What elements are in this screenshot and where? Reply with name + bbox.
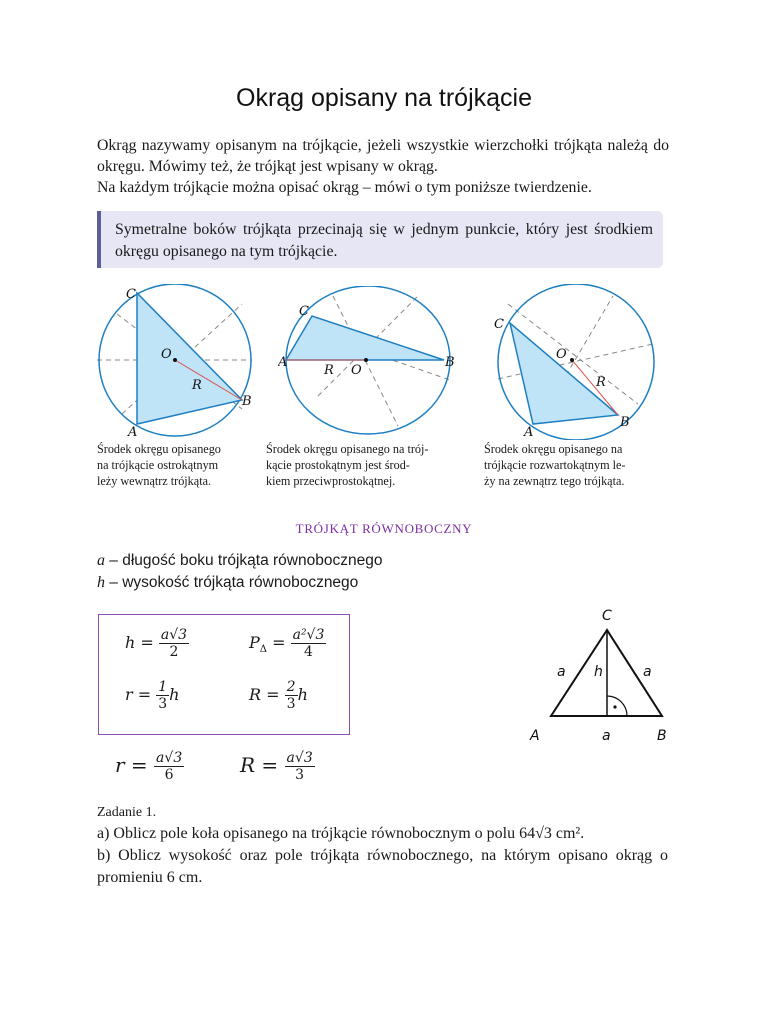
formula-equals: = bbox=[267, 633, 286, 652]
fig3-label-b: B bbox=[620, 415, 630, 430]
formula-lhs: r = bbox=[115, 753, 148, 777]
fig1-label-o: O bbox=[161, 347, 172, 362]
fig2-label-a: A bbox=[278, 355, 288, 370]
formula-denominator: 3 bbox=[295, 767, 305, 783]
formula-numerator: a√3 bbox=[156, 750, 183, 766]
formula-numerator: a²√3 bbox=[292, 627, 325, 643]
caption-line: trójkącie rozwartokątnym le- bbox=[484, 458, 626, 472]
formula-lhs: h = bbox=[125, 633, 154, 652]
formula-r-simplified bbox=[115, 750, 184, 783]
definition-a bbox=[97, 552, 382, 570]
formula-numerator: a√3 bbox=[160, 627, 188, 643]
formula-lhs: R = bbox=[240, 753, 279, 777]
equilateral-label-c: C bbox=[602, 608, 612, 624]
formula-denominator: 3 bbox=[286, 696, 296, 712]
fig3-label-r: R bbox=[596, 375, 606, 390]
formula-h bbox=[125, 627, 189, 660]
fig3-label-o: O bbox=[556, 347, 567, 362]
section-heading: TRÓJKĄT RÓWNOBOCZNY bbox=[295, 521, 473, 536]
equilateral-side-right: a bbox=[643, 664, 652, 680]
theorem-box: Symetralne boków trójkąta przecinają się w jednym punkcie, który jest środkiem okręgu opisanego na tym trójkącie. bbox=[97, 211, 663, 268]
fig2-label-o: O bbox=[351, 363, 362, 378]
task-a: a) Oblicz pole koła opisanego na trójkącie równobocznym o polu 64√3 cm². bbox=[97, 825, 585, 842]
formula-denominator: 6 bbox=[164, 767, 174, 783]
equilateral-label-b: B bbox=[657, 728, 667, 744]
caption-line: ży na zewnątrz tego trójkąta. bbox=[484, 474, 625, 488]
formula-big-r-simplified bbox=[240, 750, 315, 783]
caption-line: na trójkącie ostrokątnym bbox=[97, 458, 219, 472]
formula-denominator: 3 bbox=[158, 696, 168, 712]
equilateral-height: h bbox=[594, 664, 603, 680]
formula-lhs: r = bbox=[125, 685, 152, 704]
formula-denominator: 4 bbox=[304, 644, 313, 660]
fig1-label-b: B bbox=[242, 394, 252, 409]
caption-line: Środek okręgu opisanego na bbox=[484, 442, 623, 456]
formula-tail: h bbox=[297, 685, 308, 704]
fig1-label-a: A bbox=[128, 425, 138, 440]
intro-paragraph bbox=[97, 135, 669, 198]
caption-obtuse bbox=[484, 441, 669, 489]
formula-numerator: 2 bbox=[286, 679, 296, 695]
figure-right-triangle bbox=[278, 286, 464, 438]
formula-lhs: P bbox=[249, 633, 260, 652]
caption-line: Środek okręgu opisanego na trój- bbox=[266, 442, 429, 456]
formula-area bbox=[249, 627, 326, 660]
caption-line: Środek okręgu opisanego bbox=[97, 442, 221, 456]
equilateral-triangle-diagram bbox=[525, 600, 685, 750]
fig3-label-c: C bbox=[494, 317, 504, 332]
intro-line-1: Okrąg nazywamy opisanym na trójkącie, jeżeli wszystkie wierzchołki trójkąta należą do okręgu. Mówimy też, że trójkąt jest wpisany w okrąg. bbox=[97, 137, 669, 175]
fig2-label-r: R bbox=[324, 363, 334, 378]
definition-text: – długość boku trójkąta równobocznego bbox=[105, 552, 383, 569]
fig1-label-r: R bbox=[192, 378, 202, 393]
formula-numerator: 1 bbox=[158, 679, 168, 695]
caption-line: kącie prostokątnym jest środ- bbox=[266, 458, 410, 472]
formula-box bbox=[98, 614, 350, 735]
fig1-label-c: C bbox=[126, 287, 136, 302]
fig2-label-b: B bbox=[445, 355, 455, 370]
formula-lhs: R = bbox=[249, 685, 280, 704]
fig2-label-c: C bbox=[299, 304, 309, 319]
equilateral-base: a bbox=[602, 728, 611, 744]
intro-line-2: Na każdym trójkącie można opisać okrąg – mówi o tym poniższe twierdzenie. bbox=[97, 179, 592, 196]
formula-denominator: 2 bbox=[169, 644, 179, 660]
figure-obtuse-triangle bbox=[488, 284, 668, 440]
definition-symbol: h bbox=[97, 574, 105, 591]
formula-subscript: Δ bbox=[259, 644, 267, 656]
equilateral-label-a: A bbox=[530, 728, 540, 744]
figure-acute-triangle bbox=[92, 284, 262, 440]
caption-line: leży wewnątrz trójkąta. bbox=[97, 474, 212, 488]
formula-tail: h bbox=[169, 685, 180, 704]
page-title: Okrąg opisany na trójkącie bbox=[236, 84, 532, 112]
formula-big-r bbox=[249, 679, 308, 712]
task-label: Zadanie 1. bbox=[97, 805, 157, 820]
task-b: b) Oblicz wysokość oraz pole trójkąta równobocznego, na którym opisano okrąg o promieniu 6 cm. bbox=[97, 847, 668, 886]
formula-numerator: a√3 bbox=[286, 750, 313, 766]
caption-line: kiem przeciwprostokątnej. bbox=[266, 474, 396, 488]
fig3-label-a: A bbox=[524, 425, 534, 440]
definition-h bbox=[97, 574, 358, 592]
caption-acute bbox=[97, 441, 257, 489]
definition-text: – wysokość trójkąta równobocznego bbox=[105, 574, 359, 591]
caption-right bbox=[266, 441, 471, 489]
equilateral-side-left: a bbox=[557, 664, 566, 680]
formula-r bbox=[125, 679, 179, 712]
definition-symbol: a bbox=[97, 552, 105, 569]
